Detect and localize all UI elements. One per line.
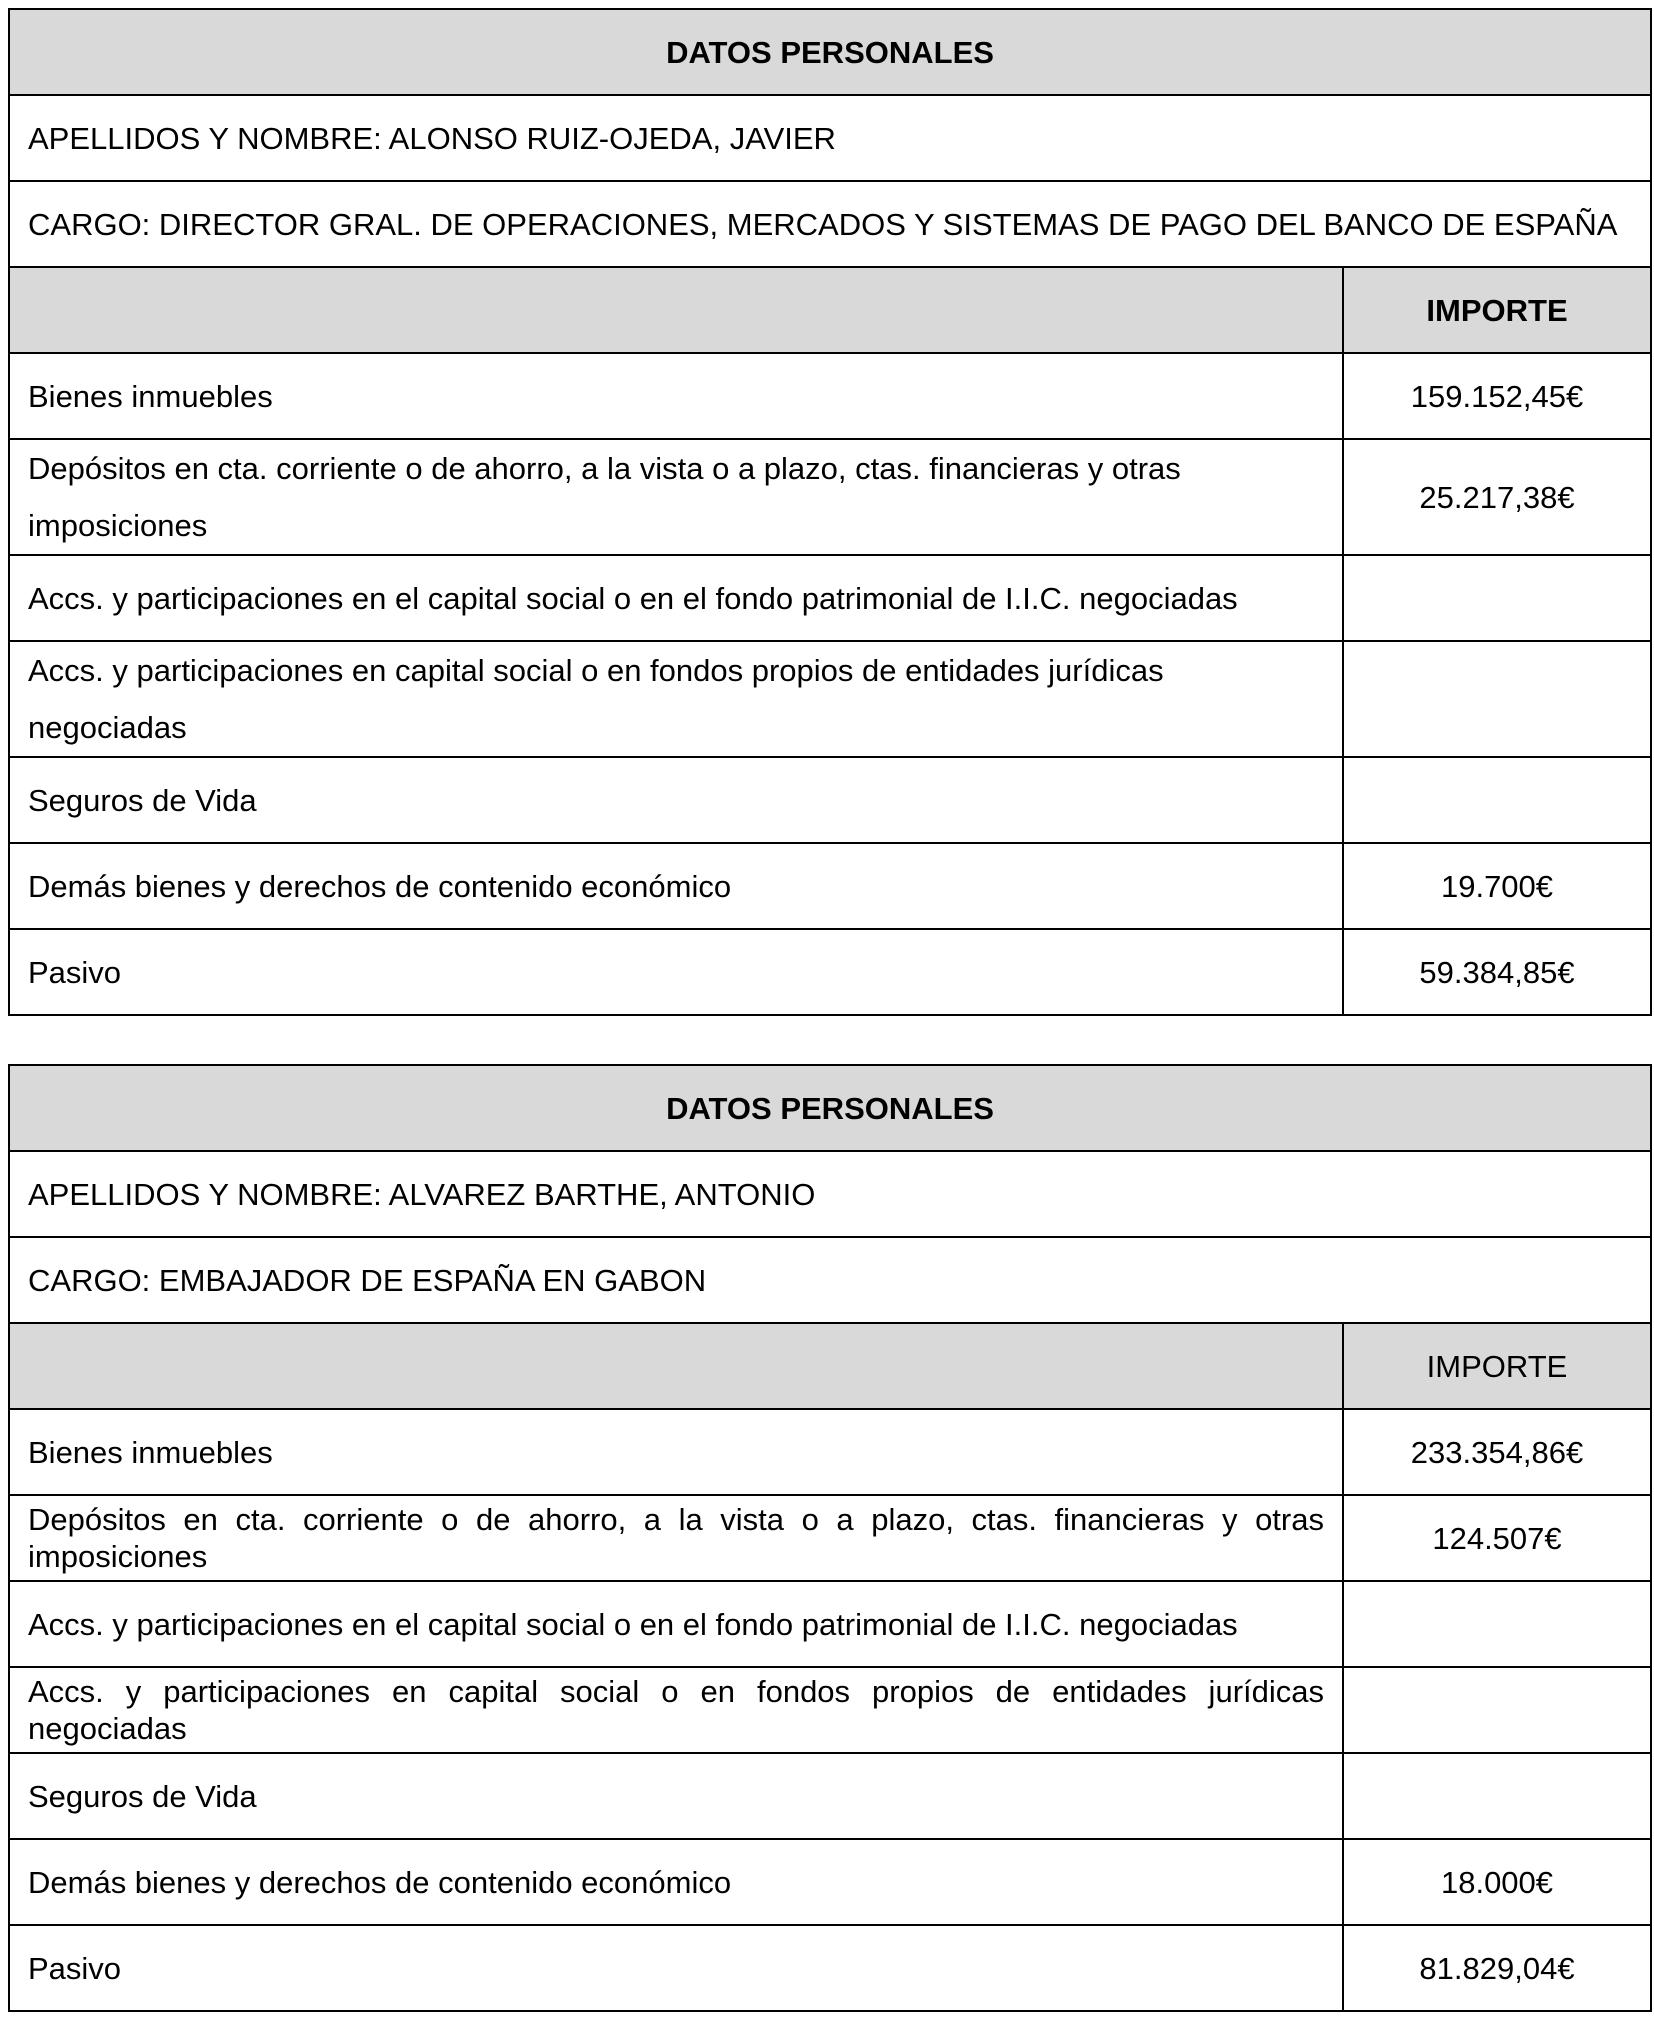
amount-header-row (9, 267, 1651, 353)
row-amount (1343, 641, 1651, 757)
row-amount: 124.507€ (1343, 1495, 1651, 1581)
cargo-line: CARGO: DIRECTOR GRAL. DE OPERACIONES, MERCADOS Y SISTEMAS DE PAGO DEL BANCO DE ESPAÑA (9, 181, 1651, 267)
name-row (9, 1151, 1651, 1237)
row-amount: 81.829,04€ (1343, 1925, 1651, 2011)
table-row (9, 1409, 1651, 1495)
declaration-table-1 (8, 8, 1652, 1016)
row-label: Bienes inmuebles (9, 1409, 1343, 1495)
row-amount: 25.217,38€ (1343, 439, 1651, 555)
header-blank-cell (9, 267, 1343, 353)
table-row (9, 555, 1651, 641)
row-label: Bienes inmuebles (9, 353, 1343, 439)
table-row (9, 757, 1651, 843)
row-label: Seguros de Vida (9, 757, 1343, 843)
amount-header: IMPORTE (1343, 267, 1651, 353)
row-label: Accs. y participaciones en el capital social o en el fondo patrimonial de I.I.C. negociadas (9, 555, 1343, 641)
amount-header: IMPORTE (1343, 1323, 1651, 1409)
row-amount (1343, 757, 1651, 843)
row-amount (1343, 1753, 1651, 1839)
table-row (9, 929, 1651, 1015)
row-label: Demás bienes y derechos de contenido económico (9, 1839, 1343, 1925)
section-header-row (9, 9, 1651, 95)
row-label: Accs. y participaciones en capital social o en fondos propios de entidades jurídicas negociadas (9, 1667, 1343, 1753)
cargo-row (9, 181, 1651, 267)
row-label: Accs. y participaciones en capital social o en fondos propios de entidades jurídicas negociadas (9, 641, 1343, 757)
row-amount: 233.354,86€ (1343, 1409, 1651, 1495)
cargo-row (9, 1237, 1651, 1323)
row-amount: 59.384,85€ (1343, 929, 1651, 1015)
name-line: APELLIDOS Y NOMBRE: ALONSO RUIZ-OJEDA, JAVIER (9, 95, 1651, 181)
table-row (9, 353, 1651, 439)
table-row (9, 1925, 1651, 2011)
table-row (9, 1667, 1651, 1753)
section-header-row (9, 1065, 1651, 1151)
row-label: Accs. y participaciones en el capital social o en el fondo patrimonial de I.I.C. negociadas (9, 1581, 1343, 1667)
amount-header-row (9, 1323, 1651, 1409)
table-row (9, 641, 1651, 757)
table-row (9, 1495, 1651, 1581)
row-amount: 19.700€ (1343, 843, 1651, 929)
row-label: Pasivo (9, 1925, 1343, 2011)
row-label: Depósitos en cta. corriente o de ahorro, a la vista o a plazo, ctas. financieras y otras imposiciones (9, 439, 1343, 555)
table-row (9, 439, 1651, 555)
name-line: APELLIDOS Y NOMBRE: ALVAREZ BARTHE, ANTONIO (9, 1151, 1651, 1237)
name-row (9, 95, 1651, 181)
cargo-line: CARGO: EMBAJADOR DE ESPAÑA EN GABON (9, 1237, 1651, 1323)
section-title: DATOS PERSONALES (9, 9, 1651, 95)
row-label: Seguros de Vida (9, 1753, 1343, 1839)
declaration-table-2 (8, 1064, 1652, 2012)
row-amount (1343, 1667, 1651, 1753)
section-title: DATOS PERSONALES (9, 1065, 1651, 1151)
table-row (9, 1753, 1651, 1839)
row-amount: 18.000€ (1343, 1839, 1651, 1925)
table-row (9, 843, 1651, 929)
header-blank-cell (9, 1323, 1343, 1409)
row-label: Pasivo (9, 929, 1343, 1015)
row-label: Demás bienes y derechos de contenido económico (9, 843, 1343, 929)
table-row (9, 1839, 1651, 1925)
row-label: Depósitos en cta. corriente o de ahorro, a la vista o a plazo, ctas. financieras y otras imposiciones (9, 1495, 1343, 1581)
table-row (9, 1581, 1651, 1667)
row-amount (1343, 1581, 1651, 1667)
row-amount (1343, 555, 1651, 641)
row-amount: 159.152,45€ (1343, 353, 1651, 439)
